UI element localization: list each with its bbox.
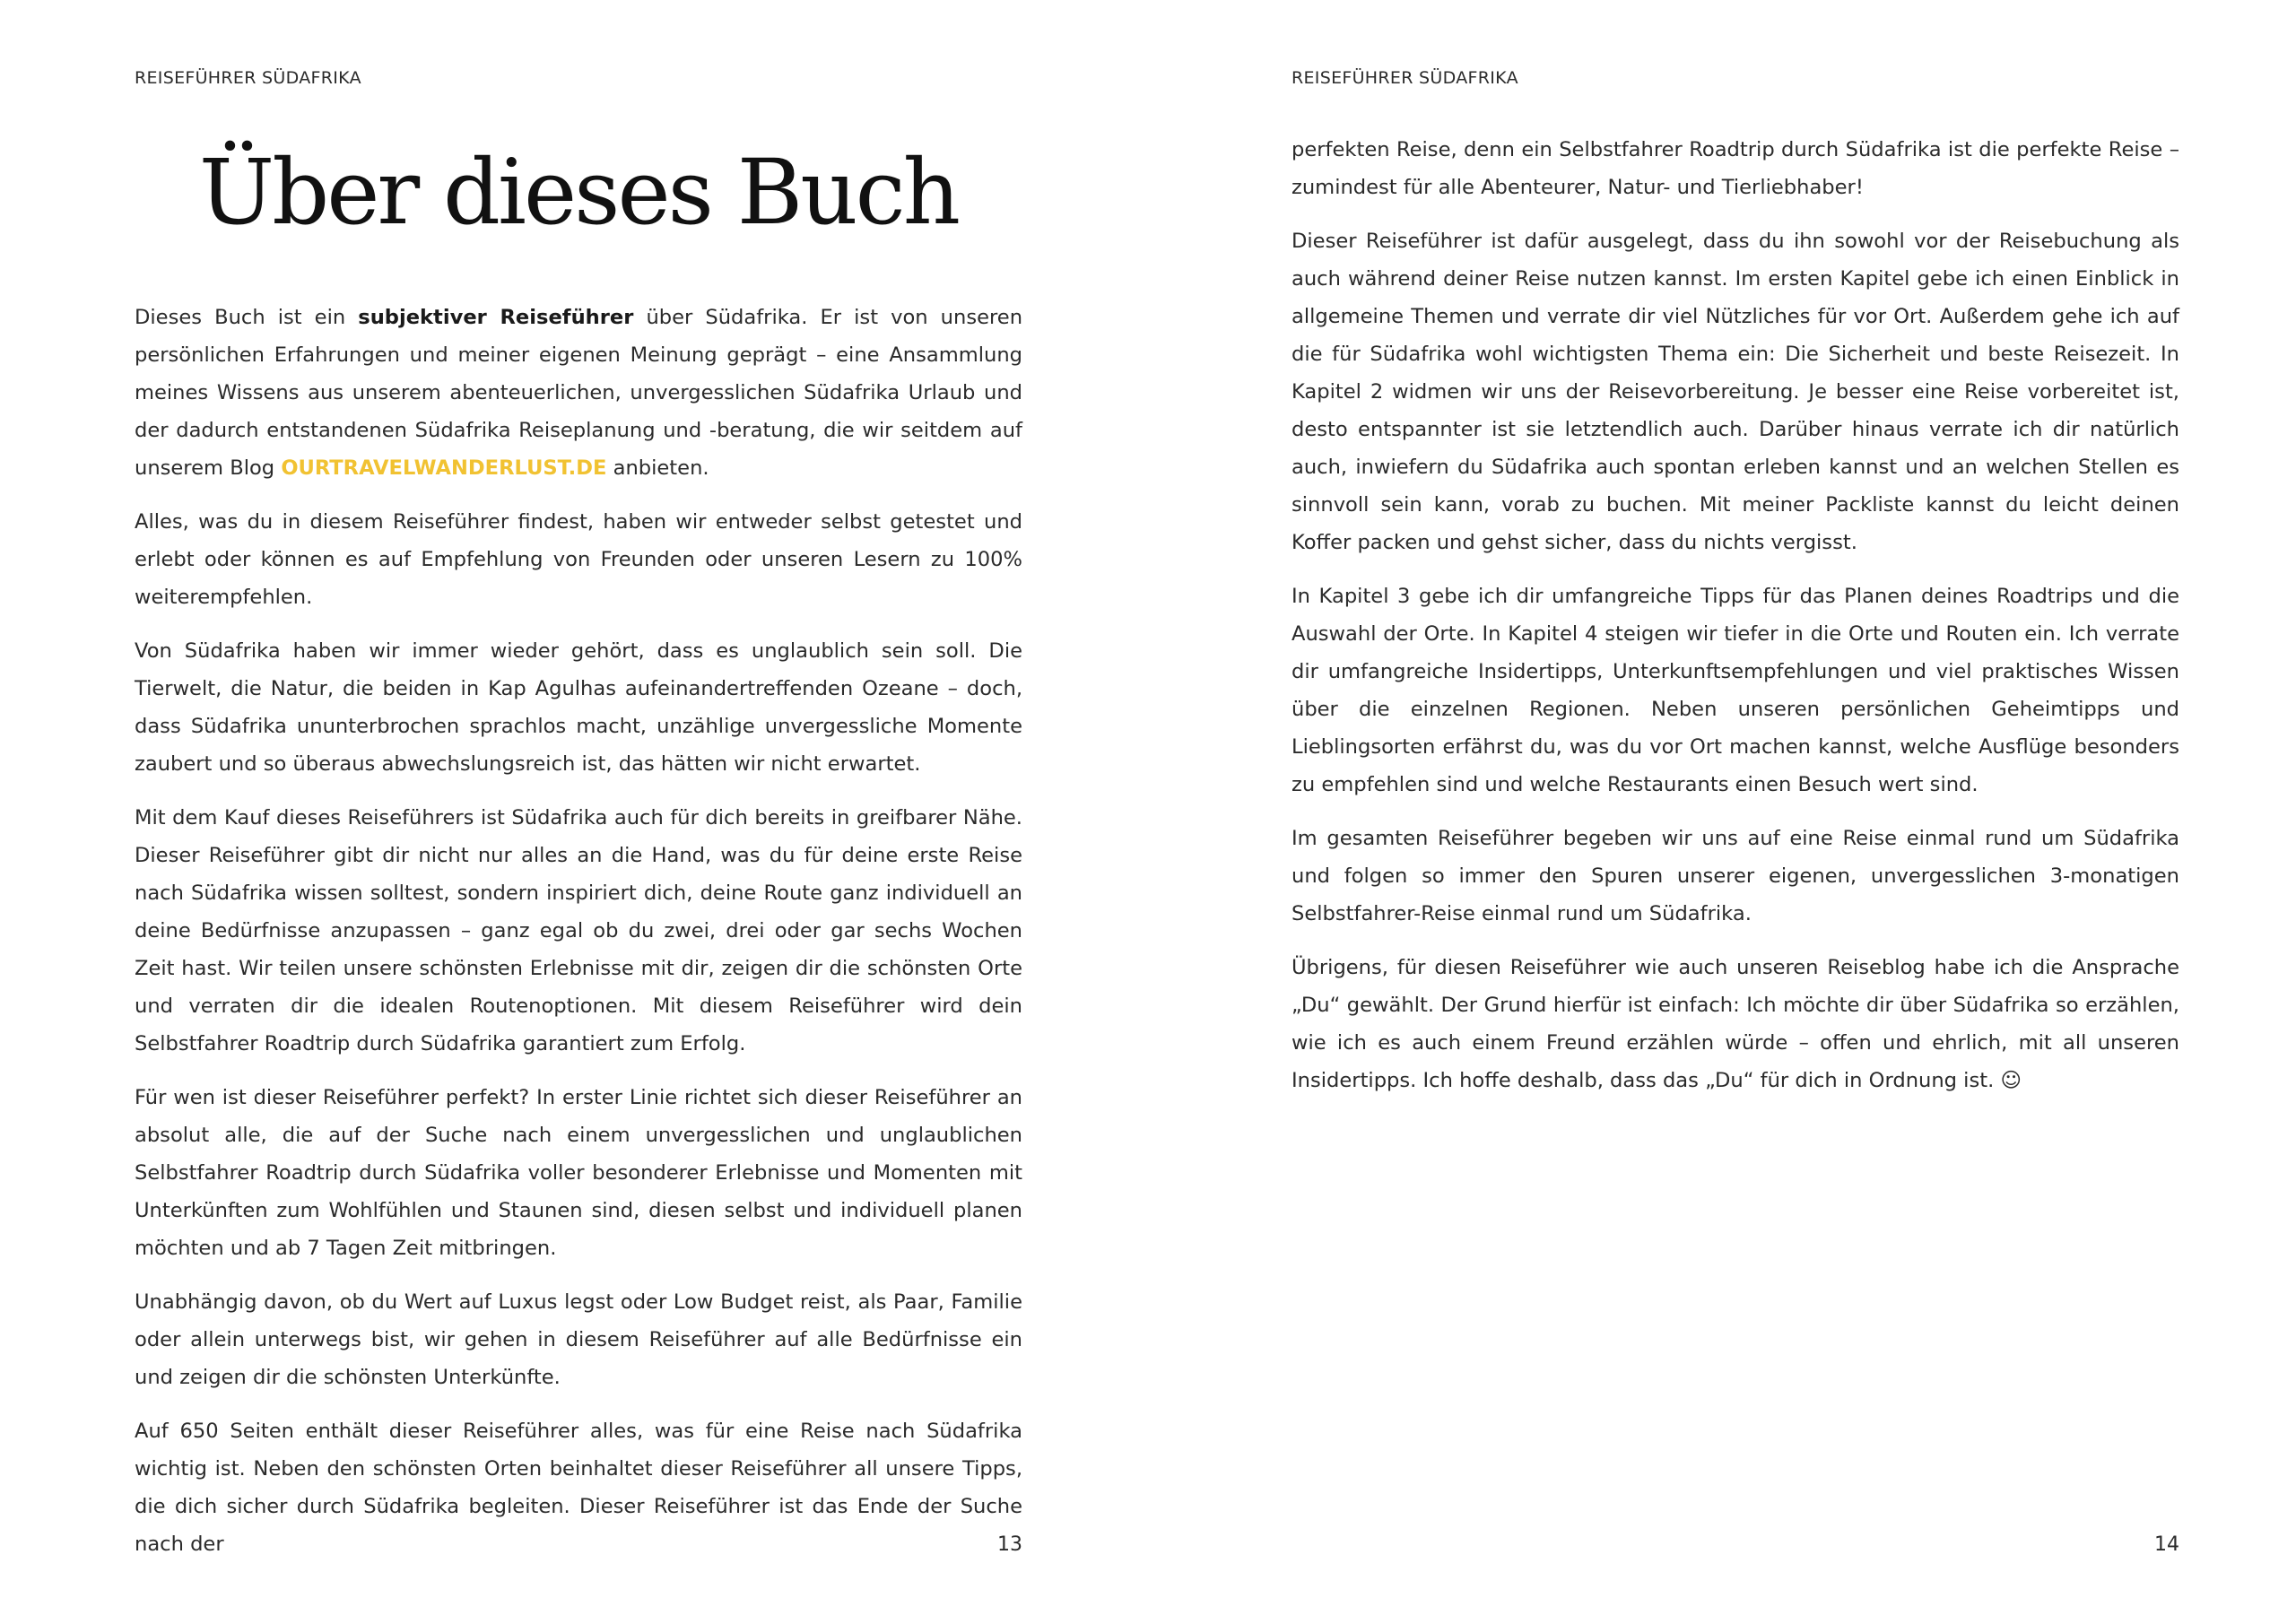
running-head: REISEFÜHRER SÜDAFRIKA (135, 68, 361, 88)
paragraph: Alles, was du in diesem Reiseführer findest, haben wir entweder selbst getestet und erlebt oder können es auf Empfehlung von Freunden oder unseren Lesern zu 100% weiterempfehlen. (135, 510, 1022, 609)
right-page (1292, 0, 2179, 1624)
paragraph: Im gesamten Reiseführer begeben wir uns auf eine Reise einmal rund um Südafrika und folgen so immer den Spuren unserer eigenen, unvergesslichen 3-monatigen Selbstfahrer-Reise einmal rund um Südafrika. (1292, 827, 2179, 925)
paragraph (135, 299, 1022, 487)
paragraph: Übrigens, für diesen Reiseführer wie auch unseren Reiseblog habe ich die Ansprache „Du“ gewählt. Der Grund hierfür ist einfach: Ich möchte dir über Südafrika so erzählen, wie ich es auch einem Freund erzählen würde – offen und ehrlich, mit all unseren Insidertipps. Ich hoffe deshalb, dass das „Du“ für dich in Ordnung ist. ☺ (1292, 956, 2179, 1092)
paragraph: perfekten Reise, denn ein Selbstfahrer Roadtrip durch Südafrika ist die perfekte Reise – zumindest für alle Abenteurer, Natur- und Tierliebhaber! (1292, 138, 2179, 199)
running-head: REISEFÜHRER SÜDAFRIKA (1292, 68, 1518, 88)
left-page (135, 0, 1022, 1624)
chapter-title: Über dieses Buch (198, 140, 959, 245)
paragraph-text: Dieses Buch ist ein (135, 306, 359, 329)
emphasis-text: subjektiver Reiseführer (358, 306, 634, 329)
paragraph: Für wen ist dieser Reiseführer perfekt? In erster Linie richtet sich dieser Reiseführer an absolut alle, die auf der Suche nach einem unvergesslichen und unglaublichen Selbstfahrer Roadtrip durch Südafrika voller besonderer Erlebnisse und Momenten mit Unterkünften zum Wohlfühlen und Staunen sind, diesen selbst und individuell planen möchten und ab 7 Tagen Zeit mitbringen. (135, 1086, 1022, 1260)
paragraph: Mit dem Kauf dieses Reiseführers ist Südafrika auch für dich bereits in greifbarer Nähe. Dieser Reiseführer gibt dir nicht nur alles an die Hand, was du für deine erste Reise nach Südafrika wissen solltest, sondern inspiriert dich, deine Route ganz individuell an deine Bedürfnisse anzupassen – ganz egal ob du zwei, drei oder gar sechs Wochen Zeit hast. Wir teilen unsere schönsten Erlebnisse mit dir, zeigen dir die schönsten Orte und verraten dir die idealen Routenoptionen. Mit diesem Reiseführer wird dein Selbstfahrer Roadtrip durch Südafrika garantiert zum Erfolg. (135, 806, 1022, 1055)
page-number: 13 (997, 1533, 1022, 1556)
page-number: 14 (2154, 1533, 2179, 1556)
paragraph-text: über Südafrika. Er ist von unseren persönlichen Erfahrungen und meiner eigenen Meinung geprägt – eine Ansammlung meines Wissens aus unserem abenteuerlichen, unvergesslichen Südafrika Urlaub und der dadurch entstandenen Südafrika Reiseplanung und -beratung, die wir seitdem auf unserem Blog (135, 306, 1023, 480)
paragraph: Auf 650 Seiten enthält dieser Reiseführer alles, was für eine Reise nach Südafrika wichtig ist. Neben den schönsten Orten beinhaltet dieser Reiseführer all unsere Tipps, die dich sicher durch Südafrika begleiten. Dieser Reiseführer ist das Ende der Suche nach der (135, 1420, 1022, 1556)
paragraph: Unabhängig davon, ob du Wert auf Luxus legst oder Low Budget reist, als Paar, Familie oder allein unterwegs bist, wir gehen in diesem Reiseführer auf alle Bedürfnisse ein und zeigen dir die schönsten Unterkünfte. (135, 1290, 1022, 1389)
paragraph-text: anbieten. (606, 456, 709, 480)
right-body-text (1292, 131, 2179, 1099)
blog-link[interactable]: OURTRAVELWANDERLUST.DE (281, 456, 607, 480)
paragraph: In Kapitel 3 gebe ich dir umfangreiche Tipps für das Planen deines Roadtrips und die Auswahl der Orte. In Kapitel 4 steigen wir tiefer in die Orte und Routen ein. Ich verrate dir umfangreiche Insidertipps, Unterkunftsempfehlungen und viel praktisches Wissen über die einzelnen Regionen. Neben unseren persönlichen Geheimtipps und Lieblingsorten erfährst du, was du vor Ort machen kannst, welche Ausflüge besonders zu empfehlen sind und welche Restaurants einen Besuch wert sind. (1292, 585, 2179, 796)
paragraph: Von Südafrika haben wir immer wieder gehört, dass es unglaublich sein soll. Die Tierwelt, die Natur, die beiden in Kap Agulhas aufeinandertreffenden Ozeane – doch, dass Südafrika ununterbrochen sprachlos macht, unzählige unvergessliche Momente zaubert und so überaus abwechslungsreich ist, das hätten wir nicht erwartet. (135, 639, 1022, 776)
paragraph: Dieser Reiseführer ist dafür ausgelegt, dass du ihn sowohl vor der Reisebuchung als auch während deiner Reise nutzen kannst. Im ersten Kapitel gebe ich einen Einblick in allgemeine Themen und verrate dir viel Nützliches für vor Ort. Außerdem gehe ich auf die für Südafrika wohl wichtigsten Thema ein: Die Sicherheit und beste Reisezeit. In Kapitel 2 widmen wir uns der Reisevorbereitung. Je besser eine Reise vorbereitet ist, desto entspannter ist sie letztendlich auch. Darüber hinaus verrate ich dir natürlich auch, inwiefern du Südafrika auch spontan erleben kannst und an welchen Stellen es sinnvoll sein kann, vorab zu buchen. Mit meiner Packliste kannst du leicht deinen Koffer packen und gehst sicher, dass du nichts vergisst. (1292, 230, 2179, 554)
left-body-text (135, 299, 1022, 1563)
